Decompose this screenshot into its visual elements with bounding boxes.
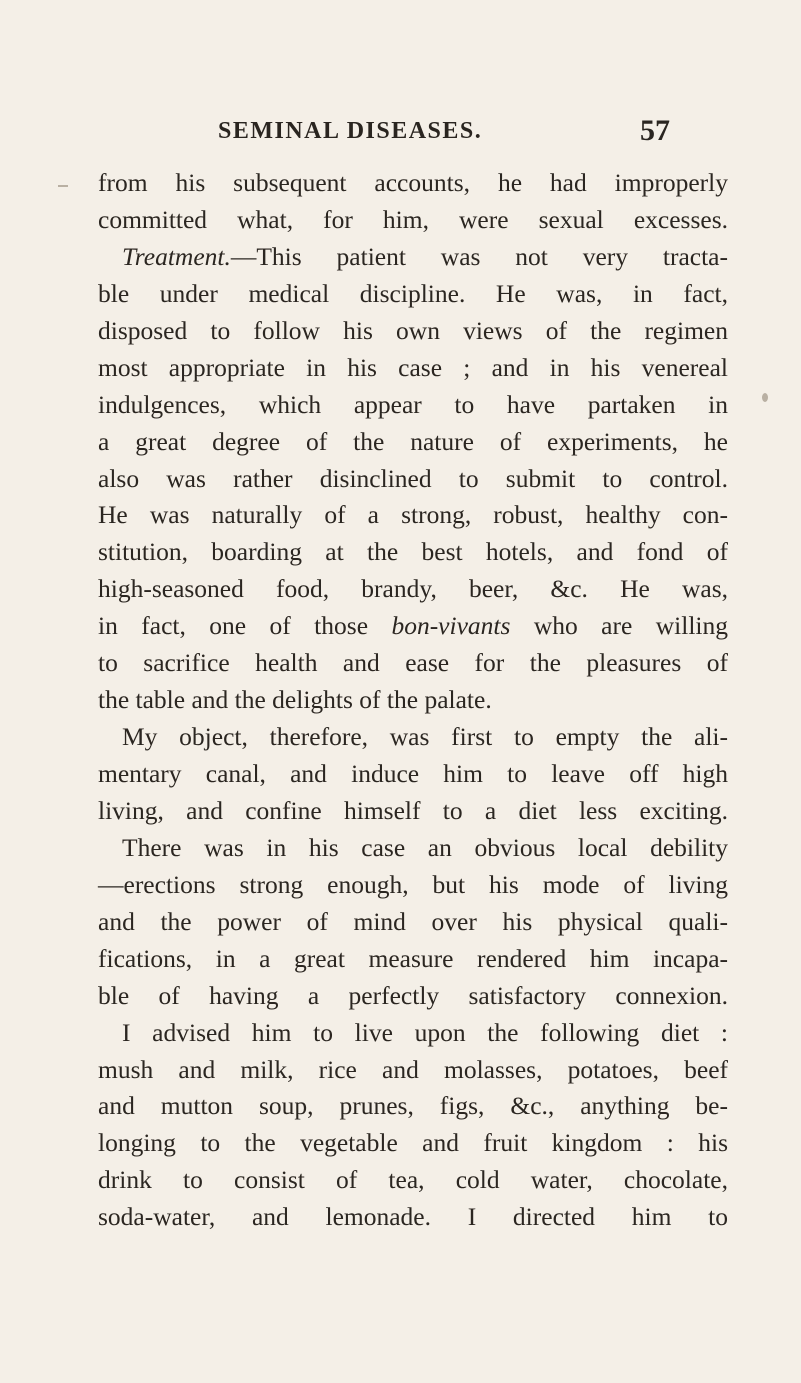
text-line bbox=[98, 239, 728, 276]
text-line: He was naturally of a strong, robust, healthy con- bbox=[98, 500, 728, 530]
italic-term: bon-vivants bbox=[391, 611, 511, 641]
text-line: There was in his case an obvious local debility bbox=[122, 832, 728, 862]
text-line: a great degree of the nature of experiments, he bbox=[98, 426, 728, 456]
running-head bbox=[0, 114, 801, 158]
running-title: SEMINAL DISEASES. bbox=[218, 118, 483, 144]
text-line: mush and milk, rice and molasses, potatoes, beef bbox=[98, 1054, 728, 1084]
text-line: ble under medical discipline. He was, in fact, bbox=[98, 278, 728, 308]
text-line: also was rather disinclined to submit to control. bbox=[98, 463, 728, 493]
text-line: mentary canal, and induce him to leave off high bbox=[98, 759, 728, 788]
text-run: —This patient was not very tracta- bbox=[230, 241, 728, 271]
text-line: drink to consist of tea, cold water, chocolate, bbox=[98, 1165, 728, 1195]
text-line: soda-water, and lemonade. I directed him to bbox=[98, 1202, 728, 1232]
text-line: disposed to follow his own views of the regimen bbox=[98, 315, 728, 345]
text-line: stitution, boarding at the best hotels, and fond of bbox=[98, 537, 728, 567]
italic-heading: Treatment. bbox=[122, 241, 231, 271]
text-line: fications, in a great measure rendered him incapa- bbox=[98, 943, 728, 973]
text-line: indulgences, which appear to have partaken in bbox=[98, 389, 728, 419]
text-line: —erections strong enough, but his mode of living bbox=[98, 869, 728, 899]
text-line: I advised him to live upon the following diet : bbox=[122, 1017, 728, 1047]
text-line: committed what, for him, were sexual excesses. bbox=[98, 204, 728, 234]
text-line bbox=[98, 608, 728, 645]
text-run: in fact, bbox=[98, 611, 186, 641]
text-run: who are willing bbox=[533, 611, 728, 641]
text-line: from his subsequent accounts, he had improperly bbox=[98, 168, 728, 197]
margin-spot bbox=[762, 393, 768, 402]
text-line: to sacrifice health and ease for the pleasures of bbox=[98, 648, 728, 678]
text-line: most appropriate in his case ; and in his venereal bbox=[98, 352, 728, 382]
body-text bbox=[98, 165, 728, 1236]
text-line: My object, therefore, was first to empty the ali- bbox=[122, 722, 728, 752]
text-line: living, and confine himself to a diet less exciting. bbox=[98, 795, 728, 825]
text-line: high-seasoned food, brandy, beer, &c. He was, bbox=[98, 574, 728, 604]
text-line: and the power of mind over his physical quali- bbox=[98, 906, 728, 936]
text-line: ble of having a perfectly satisfactory connexion. bbox=[98, 980, 728, 1010]
text-line: longing to the vegetable and fruit kingdom : his bbox=[98, 1128, 728, 1158]
text-run: one of those bbox=[209, 611, 369, 641]
page-number: 57 bbox=[640, 114, 670, 147]
text-line: and mutton soup, prunes, figs, &c., anything be- bbox=[98, 1091, 728, 1121]
text-line: the table and the delights of the palate. bbox=[98, 685, 492, 715]
margin-mark bbox=[58, 185, 68, 187]
